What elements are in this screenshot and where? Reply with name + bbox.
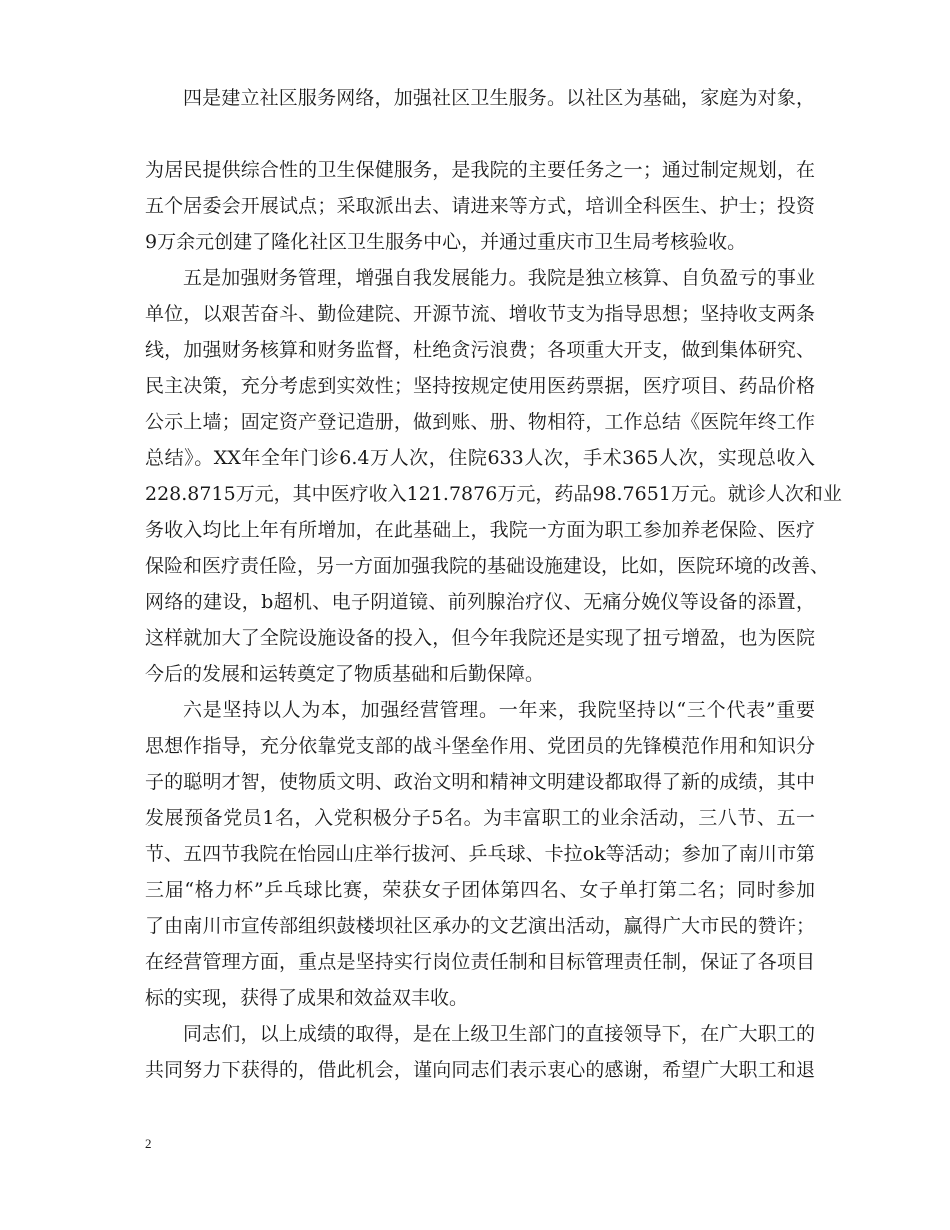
paragraph-6-line-6: 三届“格力杯”乒乓球比赛，荣获女子团体第四名、女子单打第二名；同时参加 [145,879,815,901]
paragraph-4-line-3: 五个居委会开展试点；采取派出去、请进来等方式，培训全科医生、护士；投资 [145,195,815,217]
paragraph-7-line-2: 共同努力下获得的，借此机会，谨向同志们表示衷心的感谢，希望广大职工和退 [145,1059,815,1081]
page-number: 2 [145,1136,152,1151]
paragraph-5-line-6: 总结》。XX年全年门诊6.4万人次，住院633人次，手术365人次，实现总收入 [145,447,815,469]
paragraph-5-line-9: 保险和医疗责任险，另一方面加强我院的基础设施建设，比如，医院环境的改善、 [145,555,830,577]
paragraph-5-line-7: 228.8715万元，其中医疗收入121.7876万元，药品98.7651万元。就诊人次和业 [145,483,842,505]
paragraph-6-line-2: 思想作指导，充分依靠党支部的战斗堡垒作用、党团员的先锋模范作用和知识分 [145,735,815,757]
paragraph-5-line-4: 民主决策，充分考虑到实效性；坚持按规定使用医药票据，医疗项目、药品价格 [145,375,815,397]
paragraph-5-line-2: 单位，以艰苦奋斗、勤俭建院、开源节流、增收节支为指导思想；坚持收支两条 [145,303,815,325]
paragraph-6-line-3: 子的聪明才智，使物质文明、政治文明和精神文明建设都取得了新的成绩，其中 [145,771,815,793]
paragraph-5-line-12: 今后的发展和运转奠定了物质基础和后勤保障。 [145,663,545,685]
paragraph-4-line-2: 为居民提供综合性的卫生保健服务，是我院的主要任务之一；通过制定规划，在 [145,159,815,181]
paragraph-5-line-3: 线，加强财务核算和财务监督，杜绝贪污浪费；各项重大开支，做到集体研究、 [145,339,815,361]
paragraph-4-line-4: 9万余元创建了隆化社区卫生服务中心，并通过重庆市卫生局考核验收。 [145,231,747,253]
paragraph-5-line-10: 网络的建设，b超机、电子阴道镜、前列腺治疗仪、无痛分娩仪等设备的添置， [145,591,815,613]
paragraph-5-line-5: 公示上墙；固定资产登记造册，做到账、册、物相符，工作总结《医院年终工作 [145,411,815,433]
paragraph-6-line-9: 标的实现，获得了成果和效益双丰收。 [145,987,469,1009]
paragraph-6-line-4: 发展预备党员1名，入党积极分子5名。为丰富职工的业余活动，三八节、五一 [145,807,815,829]
paragraph-6-line-5: 节、五四节我院在怡园山庄举行拔河、乒乓球、卡拉ok等活动；参加了南川市第 [145,843,815,865]
paragraph-7-line-1: 同志们，以上成绩的取得，是在上级卫生部门的直接领导下，在广大职工的 [183,1023,815,1045]
paragraph-6-line-7: 了由南川市宣传部组织鼓楼坝社区承办的文艺演出活动，赢得广大市民的赞许； [145,915,815,937]
paragraph-5-line-8: 务收入均比上年有所增加，在此基础上，我院一方面为职工参加养老保险、医疗 [145,519,815,541]
paragraph-5-line-1: 五是加强财务管理，增强自我发展能力。我院是独立核算、自负盈亏的事业 [183,267,815,289]
paragraph-5-line-11: 这样就加大了全院设施设备的投入，但今年我院还是实现了扭亏增盈，也为医院 [145,627,815,649]
paragraph-6-line-1: 六是坚持以人为本，加强经营管理。一年来，我院坚持以“三个代表”重要 [183,699,815,721]
paragraph-4-line-1: 四是建立社区服务网络，加强社区卫生服务。以社区为基础，家庭为对象， [183,87,815,109]
paragraph-6-line-8: 在经营管理方面，重点是坚持实行岗位责任制和目标管理责任制，保证了各项目 [145,951,815,973]
